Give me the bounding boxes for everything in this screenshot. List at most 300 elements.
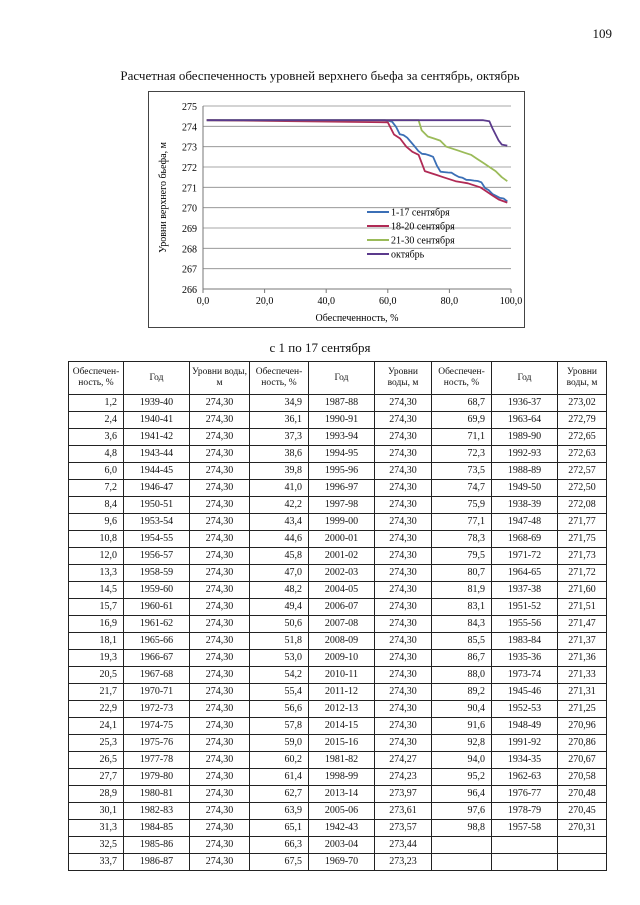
table-cell: 1954-55 (124, 531, 190, 548)
y-tick-label: 275 (182, 102, 197, 113)
table-cell: 274,30 (375, 497, 432, 514)
table-cell: 38,6 (250, 446, 309, 463)
table-cell: 13,3 (69, 565, 124, 582)
table-cell: 7,2 (69, 480, 124, 497)
y-tick-label: 270 (182, 203, 197, 215)
table-cell: 19,3 (69, 650, 124, 667)
table-row (69, 548, 607, 565)
table-cell: 272,79 (558, 412, 607, 429)
table-cell: 274,30 (190, 446, 250, 463)
table-cell: 271,77 (558, 514, 607, 531)
table-cell: 274,30 (190, 769, 250, 786)
table-cell: 1956-57 (124, 548, 190, 565)
table-row (69, 701, 607, 718)
page-number: 109 (592, 26, 612, 41)
table-cell: 27,7 (69, 769, 124, 786)
table-cell: 1969-70 (309, 854, 375, 871)
table-cell: 274,27 (375, 752, 432, 769)
column-header: Уровни воды, м (190, 362, 250, 395)
table-cell: 1962-63 (492, 769, 558, 786)
table-cell: 274,30 (190, 480, 250, 497)
table-cell: 1937-38 (492, 582, 558, 599)
table-cell: 1978-79 (492, 803, 558, 820)
table-cell: 65,1 (250, 820, 309, 837)
table-cell: 274,30 (190, 718, 250, 735)
table-cell: 274,23 (375, 769, 432, 786)
table-cell: 4,8 (69, 446, 124, 463)
table-cell: 1971-72 (492, 548, 558, 565)
table-cell: 8,4 (69, 497, 124, 514)
table-cell: 73,5 (432, 463, 492, 480)
table-cell: 274,30 (190, 616, 250, 633)
table-cell: 67,5 (250, 854, 309, 871)
table-cell: 2013-14 (309, 786, 375, 803)
table-cell: 26,5 (69, 752, 124, 769)
y-tick-label: 273 (182, 142, 197, 154)
table-cell: 1982-83 (124, 803, 190, 820)
table-cell: 272,08 (558, 497, 607, 514)
table-cell: 274,30 (190, 820, 250, 837)
table-cell: 1960-61 (124, 599, 190, 616)
table-cell: 78,3 (432, 531, 492, 548)
table-cell: 1938-39 (492, 497, 558, 514)
table-cell: 270,48 (558, 786, 607, 803)
x-tick-label: 100,0 (499, 296, 523, 307)
table-cell: 1942-43 (309, 820, 375, 837)
x-tick-label: 40,0 (317, 296, 335, 307)
table-cell: 274,30 (375, 395, 432, 412)
table-cell: 2011-12 (309, 684, 375, 701)
table-cell: 1983-84 (492, 633, 558, 650)
table-cell: 272,65 (558, 429, 607, 446)
table-cell: 274,30 (375, 446, 432, 463)
table-cell: 1997-98 (309, 497, 375, 514)
table-cell: 9,6 (69, 514, 124, 531)
table-cell: 59,0 (250, 735, 309, 752)
series-line-3 (207, 120, 508, 145)
table-cell: 274,30 (375, 650, 432, 667)
table-cell: 42,2 (250, 497, 309, 514)
table-cell: 30,1 (69, 803, 124, 820)
table-row (69, 480, 607, 497)
table-cell: 2003-04 (309, 837, 375, 854)
table-cell: 274,30 (190, 837, 250, 854)
table-cell: 271,36 (558, 650, 607, 667)
table-row (69, 633, 607, 650)
column-header: Обеспечен-ность, % (432, 362, 492, 395)
table-cell (492, 854, 558, 871)
table-cell: 37,3 (250, 429, 309, 446)
table-row (69, 463, 607, 480)
table-header-row (69, 362, 607, 395)
table-cell: 1,2 (69, 395, 124, 412)
table-cell (492, 837, 558, 854)
table-cell: 75,9 (432, 497, 492, 514)
table-cell: 1980-81 (124, 786, 190, 803)
table-cell: 91,6 (432, 718, 492, 735)
table-cell: 66,3 (250, 837, 309, 854)
table-cell: 90,4 (432, 701, 492, 718)
y-tick-label: 271 (182, 183, 197, 195)
table-cell: 1955-56 (492, 616, 558, 633)
table-cell: 2004-05 (309, 582, 375, 599)
table-cell: 274,30 (190, 514, 250, 531)
table-cell: 274,30 (190, 735, 250, 752)
table-cell: 274,30 (190, 429, 250, 446)
table-cell: 39,8 (250, 463, 309, 480)
table-row (69, 429, 607, 446)
table-cell: 41,0 (250, 480, 309, 497)
table-cell: 1992-93 (492, 446, 558, 463)
table-cell: 22,9 (69, 701, 124, 718)
table-cell: 273,97 (375, 786, 432, 803)
table-cell: 274,30 (375, 429, 432, 446)
table-cell: 1994-95 (309, 446, 375, 463)
table-row (69, 667, 607, 684)
table-cell: 95,2 (432, 769, 492, 786)
table-cell: 274,30 (375, 412, 432, 429)
y-tick-label: 274 (182, 122, 197, 134)
table-cell: 84,3 (432, 616, 492, 633)
table-cell: 271,51 (558, 599, 607, 616)
table-cell: 1946-47 (124, 480, 190, 497)
table-cell: 63,9 (250, 803, 309, 820)
y-tick-label: 269 (182, 224, 197, 235)
table-cell: 2010-11 (309, 667, 375, 684)
table-cell: 83,1 (432, 599, 492, 616)
table-cell: 1979-80 (124, 769, 190, 786)
table-cell: 2006-07 (309, 599, 375, 616)
table-cell: 271,37 (558, 633, 607, 650)
table-cell: 53,0 (250, 650, 309, 667)
table-cell: 274,30 (190, 463, 250, 480)
table-cell: 1944-45 (124, 463, 190, 480)
table-cell: 270,86 (558, 735, 607, 752)
table-cell: 28,9 (69, 786, 124, 803)
table-cell: 1988-89 (492, 463, 558, 480)
table-cell: 97,6 (432, 803, 492, 820)
x-axis-label: Обеспеченность, % (315, 313, 399, 324)
table-cell: 2015-16 (309, 735, 375, 752)
table-row (69, 650, 607, 667)
table-cell: 1959-60 (124, 582, 190, 599)
table-cell: 1939-40 (124, 395, 190, 412)
table-cell: 274,30 (190, 803, 250, 820)
table-cell: 34,9 (250, 395, 309, 412)
table-row (69, 599, 607, 616)
table-cell: 271,75 (558, 531, 607, 548)
table-cell: 274,30 (190, 752, 250, 769)
table-cell: 2,4 (69, 412, 124, 429)
table-cell: 32,5 (69, 837, 124, 854)
legend-entry: 21-30 сентября (391, 235, 455, 247)
table-row (69, 820, 607, 837)
column-header: Год (492, 362, 558, 395)
legend-entry: 18-20 сентября (391, 221, 455, 233)
table-cell: 2001-02 (309, 548, 375, 565)
provision-chart (149, 92, 524, 327)
table-cell (432, 837, 492, 854)
table-cell: 272,63 (558, 446, 607, 463)
table-cell: 1958-59 (124, 565, 190, 582)
table-cell: 273,02 (558, 395, 607, 412)
table-cell: 1961-62 (124, 616, 190, 633)
table-cell: 18,1 (69, 633, 124, 650)
table-cell: 2008-09 (309, 633, 375, 650)
series-line-1 (207, 120, 508, 202)
table-cell: 15,7 (69, 599, 124, 616)
table-cell: 74,7 (432, 480, 492, 497)
table-row (69, 752, 607, 769)
table-cell: 274,30 (190, 412, 250, 429)
table-cell: 57,8 (250, 718, 309, 735)
table-cell: 60,2 (250, 752, 309, 769)
table-cell: 16,9 (69, 616, 124, 633)
table-cell: 274,30 (190, 633, 250, 650)
table-row (69, 395, 607, 412)
table-row (69, 718, 607, 735)
table-cell: 1975-76 (124, 735, 190, 752)
table-cell: 273,57 (375, 820, 432, 837)
table-cell: 77,1 (432, 514, 492, 531)
table-row (69, 514, 607, 531)
table-cell: 21,7 (69, 684, 124, 701)
table-cell: 1984-85 (124, 820, 190, 837)
x-tick-label: 60,0 (379, 296, 397, 307)
table-cell: 50,6 (250, 616, 309, 633)
table-cell: 270,67 (558, 752, 607, 769)
table-cell: 89,2 (432, 684, 492, 701)
table-cell (558, 854, 607, 871)
table-row (69, 854, 607, 871)
table-cell: 12,0 (69, 548, 124, 565)
table-cell: 271,33 (558, 667, 607, 684)
table-cell: 1953-54 (124, 514, 190, 531)
table-cell: 1989-90 (492, 429, 558, 446)
table-cell: 274,30 (375, 667, 432, 684)
table-row (69, 684, 607, 701)
table-cell: 1940-41 (124, 412, 190, 429)
table-cell: 271,31 (558, 684, 607, 701)
table-cell: 1945-46 (492, 684, 558, 701)
table-cell: 274,30 (190, 667, 250, 684)
table-cell: 274,30 (375, 531, 432, 548)
table-cell: 92,8 (432, 735, 492, 752)
table-row (69, 803, 607, 820)
table-cell: 274,30 (190, 582, 250, 599)
table-cell: 33,7 (69, 854, 124, 871)
document-title: Расчетная обеспеченность уровней верхнего бьефа за сентябрь, октябрь (120, 68, 520, 83)
table-cell: 1996-97 (309, 480, 375, 497)
table-cell: 71,1 (432, 429, 492, 446)
table-cell: 1998-99 (309, 769, 375, 786)
y-tick-label: 267 (182, 264, 197, 276)
table-row (69, 531, 607, 548)
table-cell: 1970-71 (124, 684, 190, 701)
table-cell: 274,30 (190, 599, 250, 616)
table-cell: 85,5 (432, 633, 492, 650)
table-row (69, 786, 607, 803)
table-cell: 274,30 (375, 463, 432, 480)
table-cell: 270,96 (558, 718, 607, 735)
table-cell: 81,9 (432, 582, 492, 599)
table-cell: 271,60 (558, 582, 607, 599)
table-cell: 270,58 (558, 769, 607, 786)
table-cell: 80,7 (432, 565, 492, 582)
table-cell: 272,57 (558, 463, 607, 480)
table-row (69, 497, 607, 514)
table-cell: 1976-77 (492, 786, 558, 803)
x-tick-label: 0,0 (196, 296, 210, 307)
table-cell: 274,30 (375, 633, 432, 650)
table-cell: 1973-74 (492, 667, 558, 684)
table-cell: 86,7 (432, 650, 492, 667)
table-cell: 1972-73 (124, 701, 190, 718)
table-title: с 1 по 17 сентября (269, 340, 371, 355)
table-cell: 31,3 (69, 820, 124, 837)
table-cell: 1985-86 (124, 837, 190, 854)
table-cell: 1990-91 (309, 412, 375, 429)
table-cell: 94,0 (432, 752, 492, 769)
table-row (69, 837, 607, 854)
table-cell: 36,1 (250, 412, 309, 429)
table-cell: 44,6 (250, 531, 309, 548)
table-cell: 47,0 (250, 565, 309, 582)
table-cell: 1949-50 (492, 480, 558, 497)
levels-table (68, 361, 607, 871)
legend-entry: 1-17 сентября (391, 207, 450, 219)
table-cell: 273,61 (375, 803, 432, 820)
table-cell: 43,4 (250, 514, 309, 531)
table-cell: 1963-64 (492, 412, 558, 429)
y-tick-label: 268 (182, 244, 197, 256)
table-cell: 2000-01 (309, 531, 375, 548)
series-line-0 (207, 120, 508, 201)
table-cell: 1947-48 (492, 514, 558, 531)
table-cell (432, 854, 492, 871)
table-cell: 274,30 (190, 701, 250, 718)
table-cell: 1943-44 (124, 446, 190, 463)
table-cell: 62,7 (250, 786, 309, 803)
table-cell: 274,30 (375, 514, 432, 531)
column-header: Уровни воды, м (375, 362, 432, 395)
table-cell: 69,9 (432, 412, 492, 429)
table-cell: 274,30 (190, 650, 250, 667)
table-cell: 274,30 (190, 565, 250, 582)
table-cell: 1957-58 (492, 820, 558, 837)
table-cell: 270,31 (558, 820, 607, 837)
table-cell (558, 837, 607, 854)
y-axis-label: Уровни верхнего бьефа, м (158, 142, 169, 253)
table-cell: 1950-51 (124, 497, 190, 514)
table-cell: 10,8 (69, 531, 124, 548)
table-cell: 1991-92 (492, 735, 558, 752)
table-cell: 1934-35 (492, 752, 558, 769)
chart-container (148, 91, 525, 328)
table-cell: 14,5 (69, 582, 124, 599)
table-cell: 25,3 (69, 735, 124, 752)
table-row (69, 446, 607, 463)
table-cell: 1948-49 (492, 718, 558, 735)
table-cell: 274,30 (190, 531, 250, 548)
table-cell: 272,50 (558, 480, 607, 497)
table-cell: 271,72 (558, 565, 607, 582)
table-cell: 273,23 (375, 854, 432, 871)
table-cell: 274,30 (375, 718, 432, 735)
table-cell: 274,30 (375, 480, 432, 497)
table-row (69, 735, 607, 752)
column-header: Обеспечен-ность, % (250, 362, 309, 395)
table-cell: 274,30 (375, 548, 432, 565)
column-header: Уровни воды, м (558, 362, 607, 395)
table-cell: 274,30 (375, 565, 432, 582)
table-cell: 51,8 (250, 633, 309, 650)
y-tick-label: 266 (182, 285, 197, 296)
table-cell: 274,30 (190, 786, 250, 803)
table-cell: 1977-78 (124, 752, 190, 769)
table-cell: 45,8 (250, 548, 309, 565)
table-row (69, 412, 607, 429)
table-cell: 24,1 (69, 718, 124, 735)
table-cell: 274,30 (190, 395, 250, 412)
table-cell: 274,30 (190, 854, 250, 871)
table-cell: 271,73 (558, 548, 607, 565)
y-tick-label: 272 (182, 163, 197, 174)
table-row (69, 769, 607, 786)
table-cell: 88,0 (432, 667, 492, 684)
table-row (69, 616, 607, 633)
table-cell: 20,5 (69, 667, 124, 684)
table-cell: 2007-08 (309, 616, 375, 633)
table-row (69, 582, 607, 599)
table-cell: 274,30 (375, 582, 432, 599)
table-cell: 1993-94 (309, 429, 375, 446)
table-cell: 274,30 (375, 735, 432, 752)
table-cell: 56,6 (250, 701, 309, 718)
table-cell: 6,0 (69, 463, 124, 480)
table-cell: 2012-13 (309, 701, 375, 718)
table-cell: 1987-88 (309, 395, 375, 412)
table-cell: 1941-42 (124, 429, 190, 446)
column-header: Обеспечен-ность, % (69, 362, 124, 395)
table-cell: 48,2 (250, 582, 309, 599)
table-cell: 1967-68 (124, 667, 190, 684)
table-cell: 55,4 (250, 684, 309, 701)
table-cell: 274,30 (190, 548, 250, 565)
table-cell: 61,4 (250, 769, 309, 786)
table-cell: 2009-10 (309, 650, 375, 667)
table-cell: 2014-15 (309, 718, 375, 735)
table-cell: 72,3 (432, 446, 492, 463)
table-cell: 1965-66 (124, 633, 190, 650)
table-cell: 274,30 (375, 701, 432, 718)
table-cell: 274,30 (375, 599, 432, 616)
table-cell: 1964-65 (492, 565, 558, 582)
table-cell: 2005-06 (309, 803, 375, 820)
table-cell: 1936-37 (492, 395, 558, 412)
table-cell: 1951-52 (492, 599, 558, 616)
table-cell: 273,44 (375, 837, 432, 854)
table-cell: 2002-03 (309, 565, 375, 582)
table-cell: 49,4 (250, 599, 309, 616)
table-cell: 274,30 (375, 616, 432, 633)
table-cell: 1952-53 (492, 701, 558, 718)
table-cell: 274,30 (190, 684, 250, 701)
table-cell: 270,45 (558, 803, 607, 820)
table-cell: 3,6 (69, 429, 124, 446)
x-tick-label: 20,0 (255, 296, 274, 307)
table-cell: 1974-75 (124, 718, 190, 735)
